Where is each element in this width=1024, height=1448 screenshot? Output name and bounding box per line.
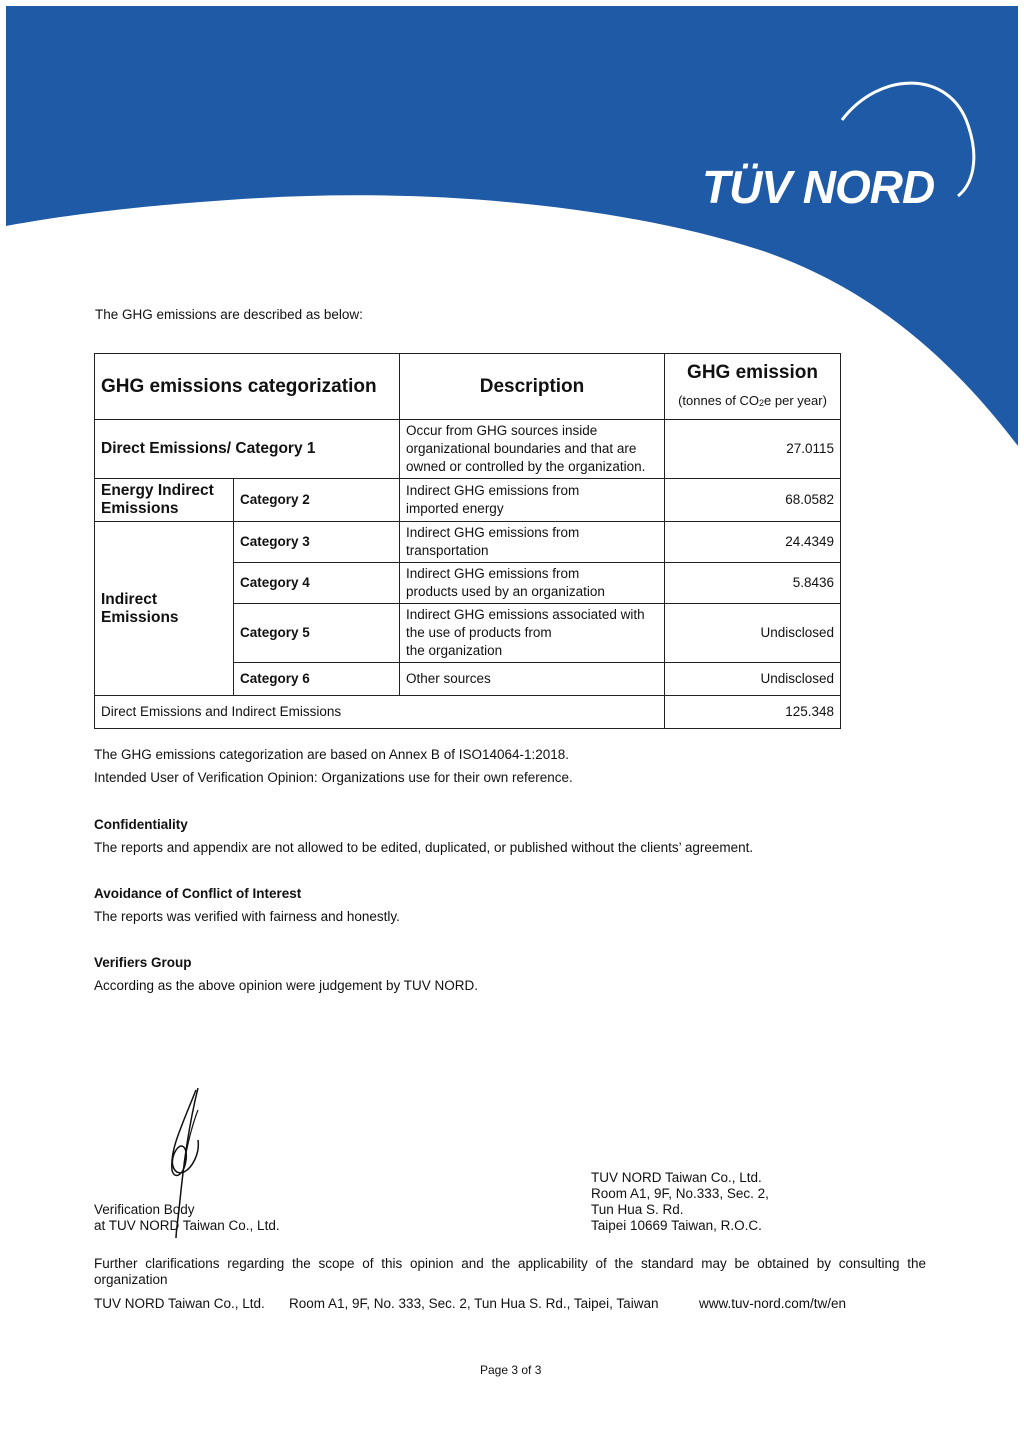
confidentiality-heading: Confidentiality — [94, 817, 188, 832]
category-value: 68.0582 — [665, 479, 841, 522]
category-description: Indirect GHG emissions associated with the use of products from the organization — [400, 604, 665, 663]
category-label: Category 6 — [234, 663, 400, 696]
header-description: Description — [400, 354, 665, 420]
page-number: Page 3 of 3 — [480, 1363, 542, 1377]
table-row — [95, 479, 841, 522]
total-value: 125.348 — [665, 696, 841, 729]
conflict-of-interest-body: The reports was verified with fairness and honestly. — [94, 909, 400, 924]
energy-indirect-group-label: Energy Indirect Emissions — [95, 479, 234, 522]
footer-website-link[interactable]: www.tuv-nord.com/tw/en — [699, 1296, 847, 1311]
brand-logo: TÜV NORD — [702, 161, 935, 213]
intended-user-note: Intended User of Verification Opinion: Organizations use for their own reference. — [94, 770, 573, 785]
conflict-of-interest-heading: Avoidance of Conflict of Interest — [94, 886, 302, 901]
category-label: Category 3 — [234, 522, 400, 563]
category-label: Category 4 — [234, 563, 400, 604]
table-row — [95, 522, 841, 563]
category-label: Category 5 — [234, 604, 400, 663]
total-label: Direct Emissions and Indirect Emissions — [95, 696, 665, 729]
category-description: Indirect GHG emissions from transportation — [400, 522, 665, 563]
category-description: Indirect GHG emissions from imported energy — [400, 479, 665, 522]
category-description: Other sources — [400, 663, 665, 696]
intro-text: The GHG emissions are described as below: — [95, 307, 363, 322]
table-total-row — [95, 696, 841, 729]
header-ghg-title: GHG emission — [687, 361, 818, 383]
direct-emissions-label: Direct Emissions/ Category 1 — [95, 420, 400, 479]
verifiers-group-heading: Verifiers Group — [94, 955, 192, 970]
company-address: TUV NORD Taiwan Co., Ltd. Room A1, 9F, No.333, Sec. 2, Tun Hua S. Rd. Taipei 10669 Taiwan, R.O.C. — [591, 1170, 769, 1233]
category-value: Undisclosed — [665, 604, 841, 663]
verification-body: Verification Body at TUV NORD Taiwan Co., Ltd. — [94, 1202, 280, 1233]
direct-emissions-value: 27.0115 — [665, 420, 841, 479]
ghg-emissions-table — [94, 353, 841, 729]
footer-address: Room A1, 9F, No. 333, Sec. 2, Tun Hua S. Rd., Taipei, Taiwan — [289, 1296, 659, 1311]
category-description: Indirect GHG emissions from products used by an organization — [400, 563, 665, 604]
direct-emissions-description: Occur from GHG sources inside organizational boundaries and that are owned or controlled by the organization. — [400, 420, 665, 479]
header-ghg-unit: (tonnes of $CO_2e$ per year) — [678, 392, 827, 408]
verifiers-group-body: According as the above opinion were judgement by TUV NORD. — [94, 978, 478, 993]
indirect-group-label: Indirect Emissions — [95, 522, 234, 696]
category-value: 5.8436 — [665, 563, 841, 604]
footer-company: TUV NORD Taiwan Co., Ltd. — [94, 1296, 265, 1311]
table-header-row — [95, 354, 841, 420]
basis-note: The GHG emissions categorization are based on Annex B of ISO14064-1:2018. — [94, 747, 570, 762]
header-ghg-emission — [665, 354, 841, 420]
table-row — [95, 420, 841, 479]
category-label: Category 2 — [234, 479, 400, 522]
category-value: Undisclosed — [665, 663, 841, 696]
confidentiality-body: The reports and appendix are not allowed to be edited, duplicated, or published without the clients’ agreement. — [94, 840, 754, 855]
further-clarifications: Further clarifications regarding the scope of this opinion and the applicability of the standard may be obtained by consulting the organization — [94, 1256, 926, 1287]
header-categorization: GHG emissions categorization — [95, 354, 400, 420]
category-value: 24.4349 — [665, 522, 841, 563]
